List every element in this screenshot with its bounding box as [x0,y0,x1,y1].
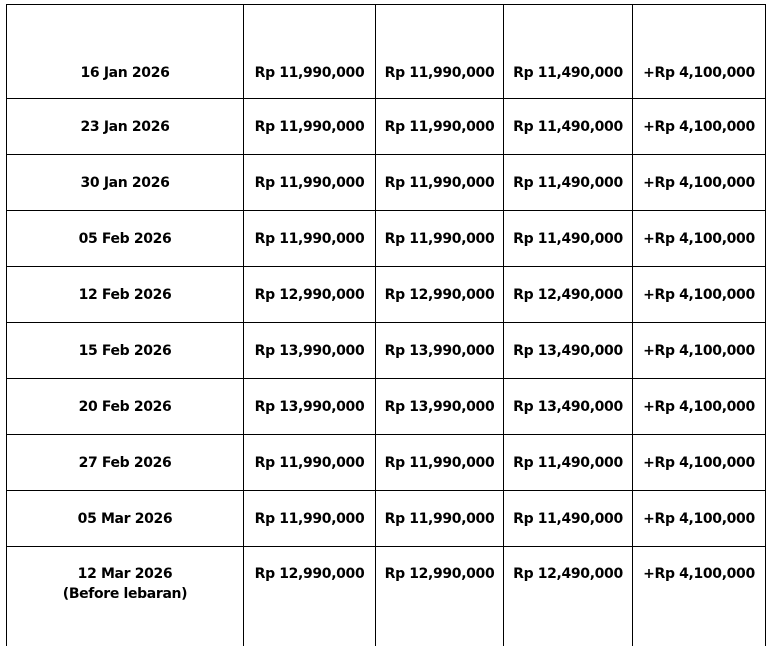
departure-date-cell: 23 Jan 2026 [7,99,244,155]
price-cell: Rp 11,490,000 [504,155,633,211]
departure-date-cell: 05 Mar 2026 [7,491,244,547]
price-cell: Rp 11,990,000 [376,155,504,211]
table-row [7,211,766,267]
price-cell: Rp 11,990,000 [376,99,504,155]
price-cell: Rp 11,990,000 [376,491,504,547]
price-cell: Rp 12,990,000 [244,547,376,646]
surcharge-cell: +Rp 4,100,000 [633,267,766,323]
price-table-body [7,5,766,646]
table-row [7,379,766,435]
departure-date-cell [7,547,244,646]
price-cell: Rp 13,990,000 [376,379,504,435]
price-cell: Rp 12,990,000 [376,267,504,323]
departure-date-cell: 27 Feb 2026 [7,435,244,491]
price-cell: Rp 11,490,000 [504,5,633,99]
table-row [7,435,766,491]
departure-date-cell: 16 Jan 2026 [7,5,244,99]
price-cell: Rp 11,490,000 [504,99,633,155]
departure-date-label: 12 Mar 2026 [78,566,173,582]
departure-date-cell: 12 Feb 2026 [7,267,244,323]
price-cell: Rp 11,990,000 [376,5,504,99]
price-cell: Rp 13,490,000 [504,379,633,435]
surcharge-cell: +Rp 4,100,000 [633,435,766,491]
price-cell: Rp 11,990,000 [376,435,504,491]
price-cell: Rp 11,990,000 [376,211,504,267]
surcharge-cell: +Rp 4,100,000 [633,155,766,211]
price-cell: Rp 11,490,000 [504,491,633,547]
price-cell: Rp 13,490,000 [504,323,633,379]
table-row [7,323,766,379]
price-cell: Rp 12,490,000 [504,547,633,646]
price-cell: Rp 12,490,000 [504,267,633,323]
table-row [7,5,766,99]
table-row [7,155,766,211]
departure-date-cell: 15 Feb 2026 [7,323,244,379]
price-cell: Rp 11,990,000 [244,5,376,99]
price-cell: Rp 11,490,000 [504,211,633,267]
price-cell: Rp 12,990,000 [376,547,504,646]
departure-price-table [6,4,766,646]
surcharge-cell: +Rp 4,100,000 [633,211,766,267]
table-row [7,547,766,646]
table-row [7,491,766,547]
table-row [7,267,766,323]
price-cell: Rp 11,490,000 [504,435,633,491]
surcharge-cell: +Rp 4,100,000 [633,379,766,435]
price-cell: Rp 11,990,000 [244,155,376,211]
table-row [7,99,766,155]
price-cell: Rp 11,990,000 [244,99,376,155]
surcharge-cell: +Rp 4,100,000 [633,99,766,155]
departure-date-cell: 20 Feb 2026 [7,379,244,435]
price-cell: Rp 11,990,000 [244,211,376,267]
price-cell: Rp 13,990,000 [376,323,504,379]
price-cell: Rp 12,990,000 [244,267,376,323]
departure-date-cell: 05 Feb 2026 [7,211,244,267]
price-cell: Rp 13,990,000 [244,323,376,379]
surcharge-cell: +Rp 4,100,000 [633,547,766,646]
departure-date-note: (Before lebaran) [10,586,240,602]
price-cell: Rp 13,990,000 [244,379,376,435]
departure-date-cell: 30 Jan 2026 [7,155,244,211]
surcharge-cell: +Rp 4,100,000 [633,323,766,379]
price-cell: Rp 11,990,000 [244,491,376,547]
price-cell: Rp 11,990,000 [244,435,376,491]
surcharge-cell: +Rp 4,100,000 [633,5,766,99]
surcharge-cell: +Rp 4,100,000 [633,491,766,547]
